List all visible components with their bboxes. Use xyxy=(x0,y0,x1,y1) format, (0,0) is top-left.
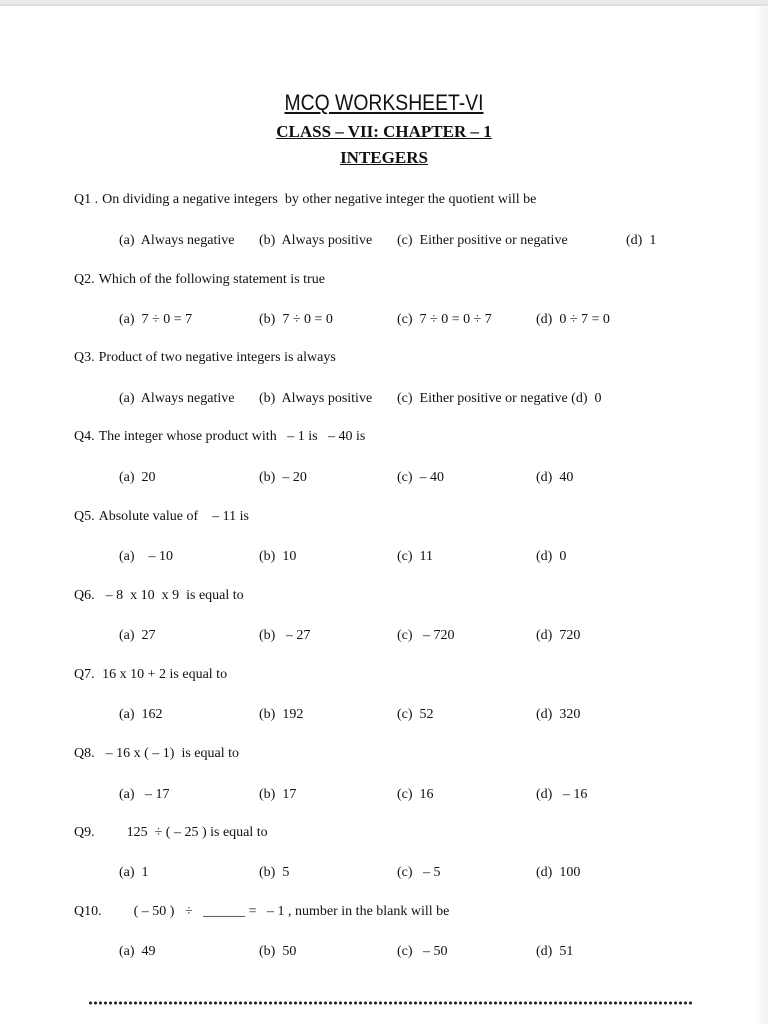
dotted-divider xyxy=(88,1000,694,1006)
option-c: (c) 7 ÷ 0 = 0 ÷ 7 xyxy=(397,312,492,327)
option-c: (c) – 50 xyxy=(397,944,448,959)
option-d: (d) 51 xyxy=(536,944,574,959)
question-number: Q5. xyxy=(74,509,95,524)
question-text: Which of the following statement is true xyxy=(98,272,325,287)
question-10 xyxy=(74,904,449,920)
option-b: (b) – 20 xyxy=(259,470,307,485)
question-4 xyxy=(74,429,365,445)
question-number: Q8. xyxy=(74,746,95,761)
option-d: (d) 720 xyxy=(536,628,581,643)
option-d: (d) 0 xyxy=(536,549,567,564)
option-a: (a) 27 xyxy=(119,628,156,643)
question-7 xyxy=(74,667,227,683)
option-b: (b) 5 xyxy=(259,865,290,880)
option-c: (c) – 5 xyxy=(397,865,441,880)
option-a: (a) – 17 xyxy=(119,787,170,802)
option-d: (d) 320 xyxy=(536,707,581,722)
option-b: (b) 192 xyxy=(259,707,304,722)
option-d: (d) 40 xyxy=(536,470,574,485)
chapter-name: INTEGERS xyxy=(340,148,428,167)
question-8 xyxy=(74,746,239,762)
option-a: (a) – 10 xyxy=(119,549,174,564)
option-d: (d) 1 xyxy=(626,233,657,248)
option-a: (a) 162 xyxy=(119,707,163,722)
question-6 xyxy=(74,588,244,604)
option-b: (b) 7 ÷ 0 = 0 xyxy=(259,312,333,327)
question-number: Q6. xyxy=(74,588,95,603)
option-c-d: (c) Either positive or negative (d) 0 xyxy=(397,391,602,406)
option-c: (c) 11 xyxy=(397,549,434,564)
question-number: Q7. xyxy=(74,667,95,682)
question-2 xyxy=(74,272,325,288)
option-a: (a) Always negative xyxy=(119,233,235,248)
question-3 xyxy=(74,350,336,366)
question-text: On dividing a negative integers by other negative integer the quotient will be xyxy=(102,192,537,207)
option-d: (d) 0 ÷ 7 = 0 xyxy=(536,312,610,327)
question-9 xyxy=(74,825,268,841)
option-b: (b) 50 xyxy=(259,944,297,959)
class-chapter-line: CLASS – VII: CHAPTER – 1 xyxy=(276,122,492,141)
option-c: (c) Either positive or negative xyxy=(397,233,568,248)
question-text: – 8 x 10 x 9 is equal to xyxy=(98,588,244,603)
question-text: Product of two negative integers is always xyxy=(98,350,336,365)
option-c: (c) – 720 xyxy=(397,628,455,643)
question-number: Q10. xyxy=(74,904,102,919)
option-a: (a) Always negative xyxy=(119,391,235,406)
question-number: Q3. xyxy=(74,350,95,365)
question-text: Absolute value of – 11 is xyxy=(98,509,249,524)
option-c: (c) – 40 xyxy=(397,470,445,485)
option-a: (a) 49 xyxy=(119,944,156,959)
question-1 xyxy=(74,192,536,208)
option-d: (d) – 16 xyxy=(536,787,588,802)
option-b: (b) Always positive xyxy=(259,233,373,248)
question-number: Q2. xyxy=(74,272,95,287)
question-number: Q1 . xyxy=(74,192,99,207)
option-b: (b) 10 xyxy=(259,549,297,564)
option-b: (b) – 27 xyxy=(259,628,311,643)
option-a: (a) 7 ÷ 0 = 7 xyxy=(119,312,193,327)
question-5 xyxy=(74,509,249,525)
question-text: The integer whose product with – 1 is – 40 is xyxy=(98,429,366,444)
option-b: (b) 17 xyxy=(259,787,297,802)
option-a: (a) 1 xyxy=(119,865,149,880)
question-text: 16 x 10 + 2 is equal to xyxy=(98,667,228,682)
option-d: (d) 100 xyxy=(536,865,581,880)
question-number: Q9. xyxy=(74,825,95,840)
question-text: ( – 50 ) ÷ ______ = – 1 , number in the blank will be xyxy=(105,904,450,919)
question-text: – 16 x ( – 1) is equal to xyxy=(98,746,239,761)
option-b: (b) Always positive xyxy=(259,391,373,406)
worksheet-title: MCQ WORKSHEET-VI xyxy=(284,90,484,115)
question-text: 125 ÷ ( – 25 ) is equal to xyxy=(98,825,268,840)
option-c: (c) 16 xyxy=(397,787,434,802)
option-a: (a) 20 xyxy=(119,470,156,485)
question-number: Q4. xyxy=(74,429,95,444)
option-c: (c) 52 xyxy=(397,707,434,722)
